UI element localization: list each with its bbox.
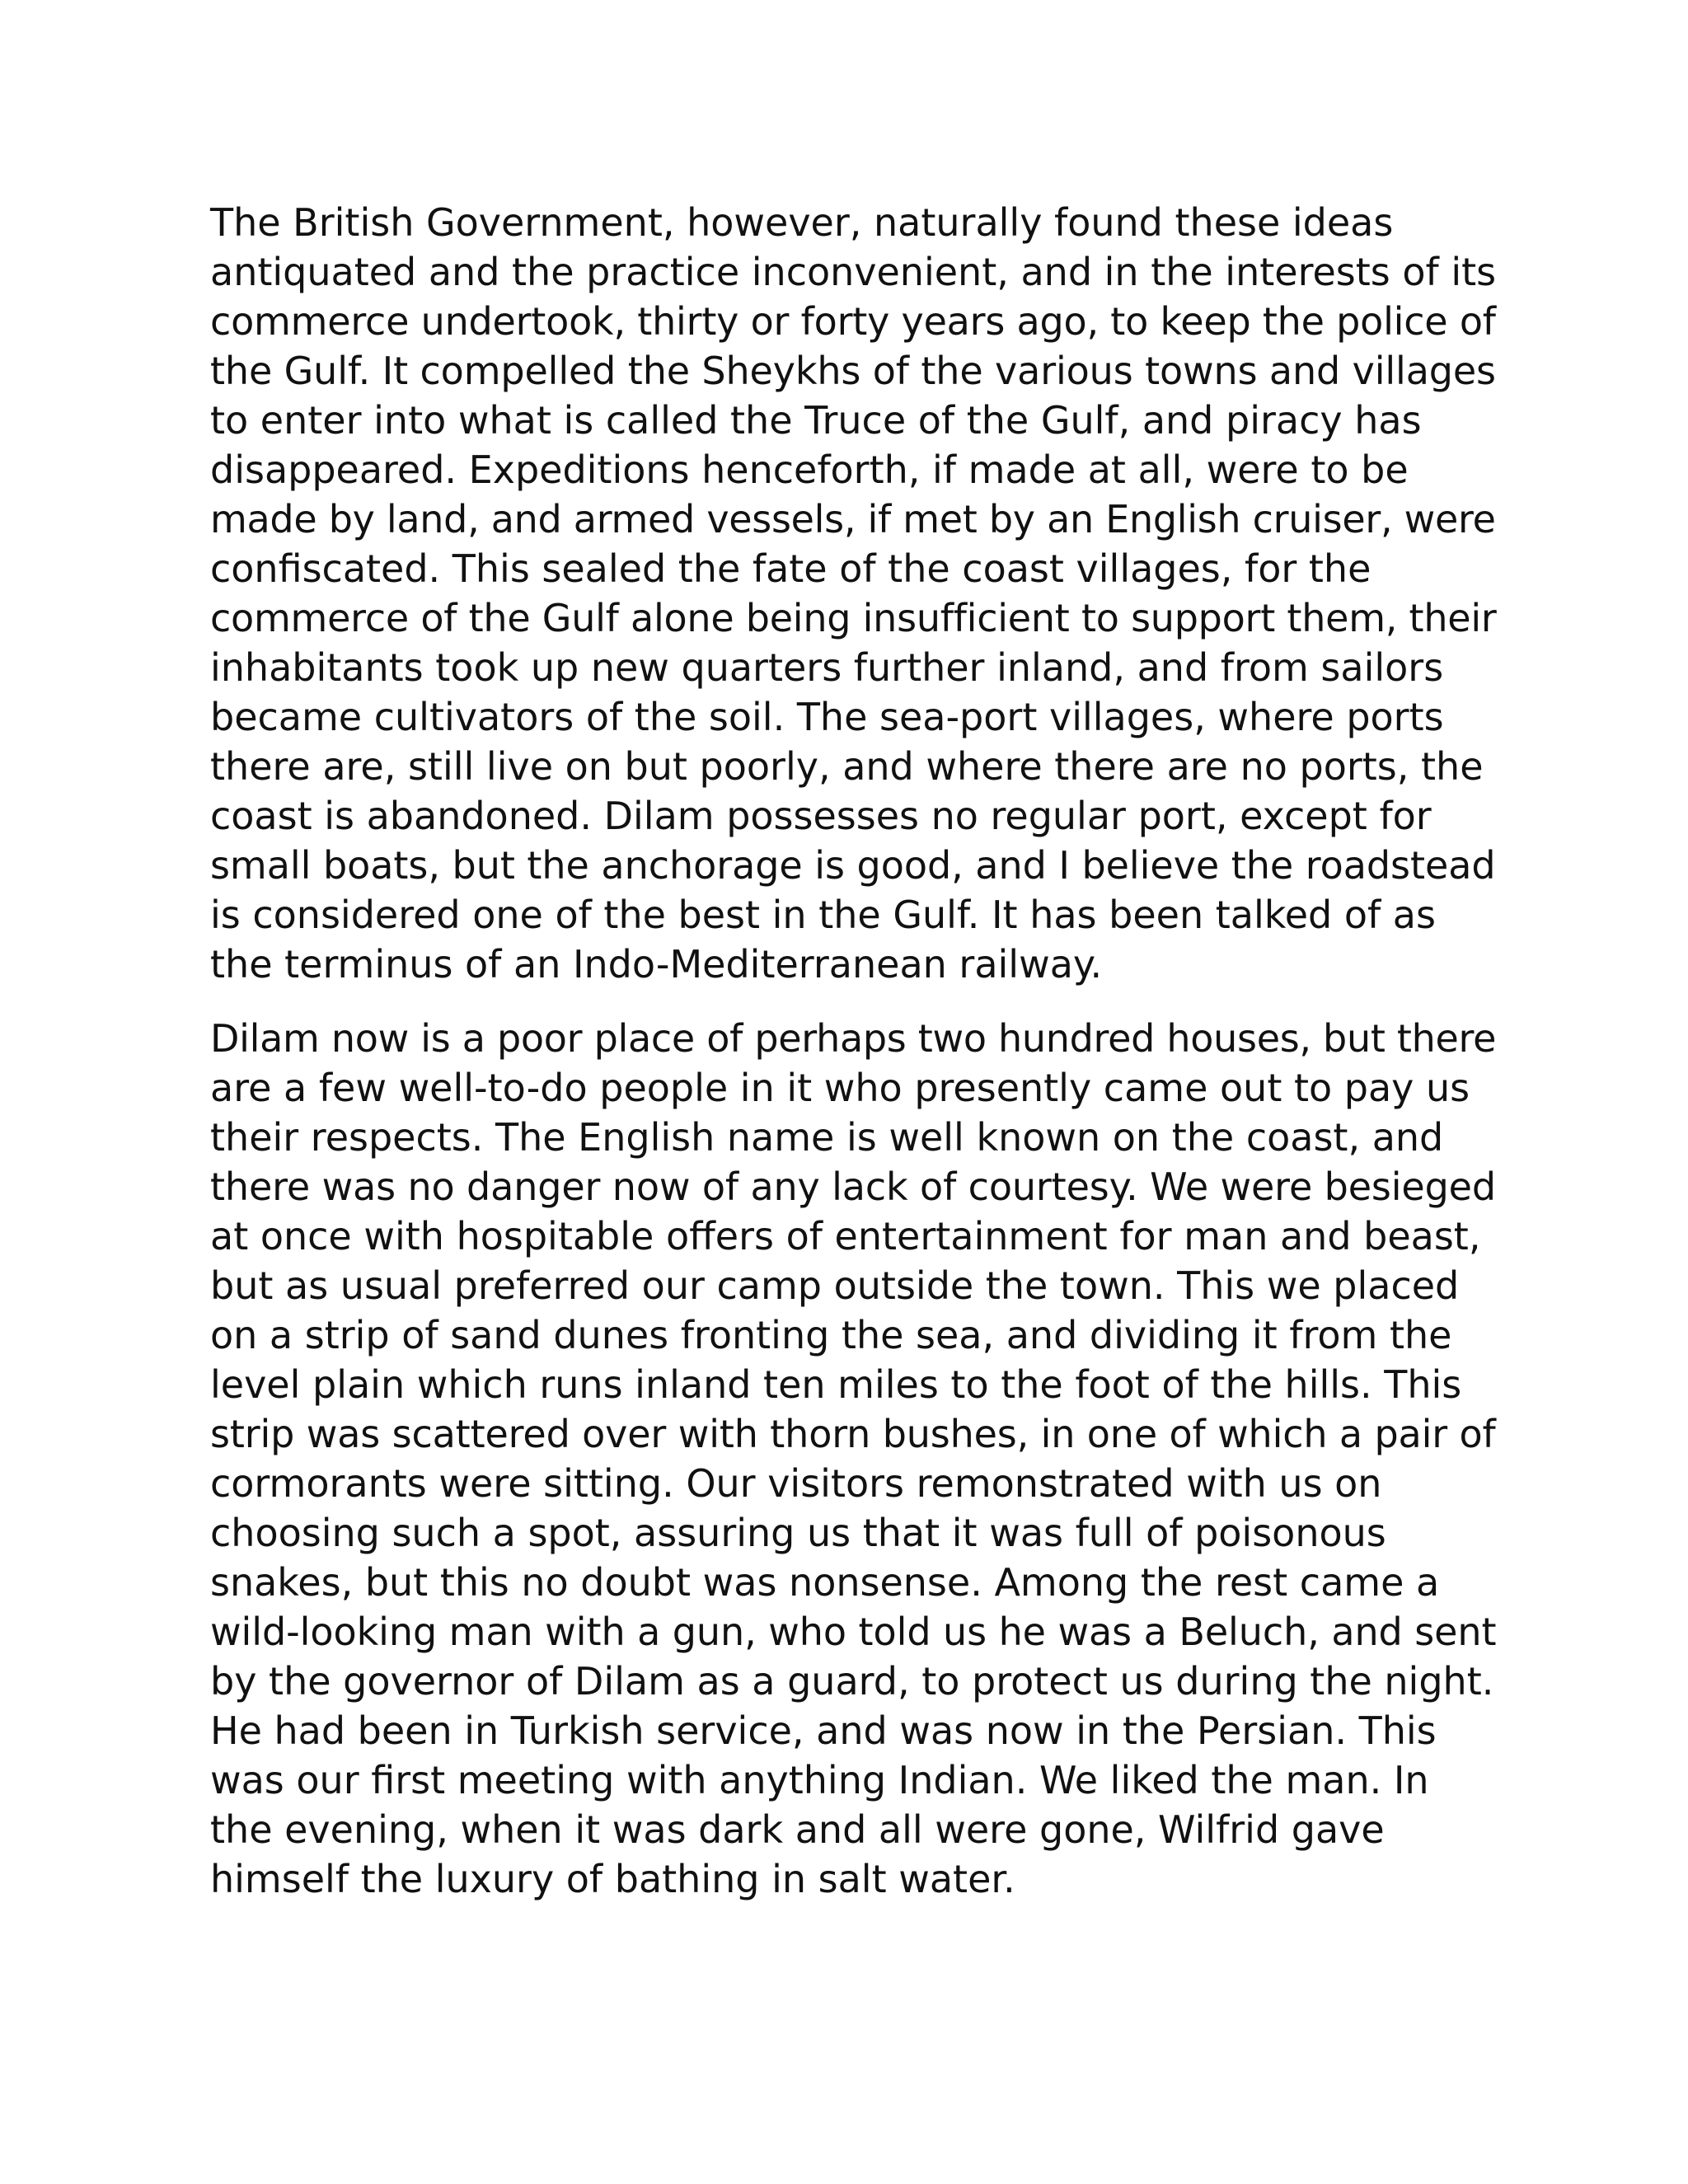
text-line: himself the luxury of bathing in salt water. [210, 1857, 1015, 1901]
text-line: confiscated. This sealed the fate of the coast villages, for the [210, 546, 1372, 591]
text-line: was our first meeting with anything Indian. We liked the man. In [210, 1758, 1429, 1802]
text-line: cormorants were sitting. Our visitors remonstrated with us on [210, 1461, 1382, 1506]
text-line: are a few well-to-do people in it who presently came out to pay us [210, 1066, 1470, 1110]
text-line: there are, still live on but poorly, and where there are no ports, the [210, 744, 1484, 789]
text-line: coast is abandoned. Dilam possesses no regular port, except for [210, 794, 1432, 838]
text-line: small boats, but the anchorage is good, and I believe the roadstead [210, 843, 1496, 888]
text-line: to enter into what is called the Truce of the Gulf, and piracy has [210, 398, 1422, 443]
paragraph-1 [210, 198, 1496, 989]
text-line: wild-looking man with a gun, who told us he was a Beluch, and sent [210, 1610, 1497, 1654]
text-line: strip was scattered over with thorn bushes, in one of which a pair of [210, 1412, 1496, 1456]
text-line: on a strip of sand dunes fronting the sea, and dividing it from the [210, 1313, 1452, 1357]
text-line: their respects. The English name is well known on the coast, and [210, 1115, 1444, 1160]
text-line: antiquated and the practice inconvenient, and in the interests of its [210, 250, 1497, 294]
text-line: snakes, but this no doubt was nonsense. Among the rest came a [210, 1560, 1440, 1605]
text-line: by the governor of Dilam as a guard, to protect us during the night. [210, 1659, 1494, 1704]
text-line: disappeared. Expeditions henceforth, if made at all, were to be [210, 448, 1409, 492]
text-line: level plain which runs inland ten miles to the foot of the hills. This [210, 1362, 1462, 1407]
text-line: the evening, when it was dark and all were gone, Wilfrid gave [210, 1807, 1385, 1852]
text-line: is considered one of the best in the Gulf. It has been talked of as [210, 893, 1436, 937]
text-line: commerce of the Gulf alone being insufficient to support them, their [210, 596, 1497, 640]
text-line: The British Government, however, naturally found these ideas [210, 200, 1394, 245]
text-line: but as usual preferred our camp outside the town. This we placed [210, 1263, 1460, 1308]
text-line: made by land, and armed vessels, if met by an English cruiser, were [210, 497, 1496, 541]
text-line: the terminus of an Indo-Mediterranean railway. [210, 942, 1103, 987]
text-line: Dilam now is a poor place of perhaps two hundred houses, but there [210, 1016, 1497, 1061]
text-line: the Gulf. It compelled the Sheykhs of the various towns and villages [210, 349, 1496, 393]
text-line: choosing such a spot, assuring us that it was full of poisonous [210, 1511, 1386, 1555]
text-line: inhabitants took up new quarters further inland, and from sailors [210, 645, 1444, 690]
text-line: He had been in Turkish service, and was now in the Persian. This [210, 1708, 1437, 1753]
text-line: there was no danger now of any lack of courtesy. We were besieged [210, 1165, 1496, 1209]
paragraph-2 [210, 1014, 1496, 1904]
text-line: commerce undertook, thirty or forty years ago, to keep the police of [210, 299, 1496, 344]
text-line: at once with hospitable offers of entertainment for man and beast, [210, 1214, 1481, 1258]
text-line: became cultivators of the soil. The sea-port villages, where ports [210, 695, 1444, 739]
